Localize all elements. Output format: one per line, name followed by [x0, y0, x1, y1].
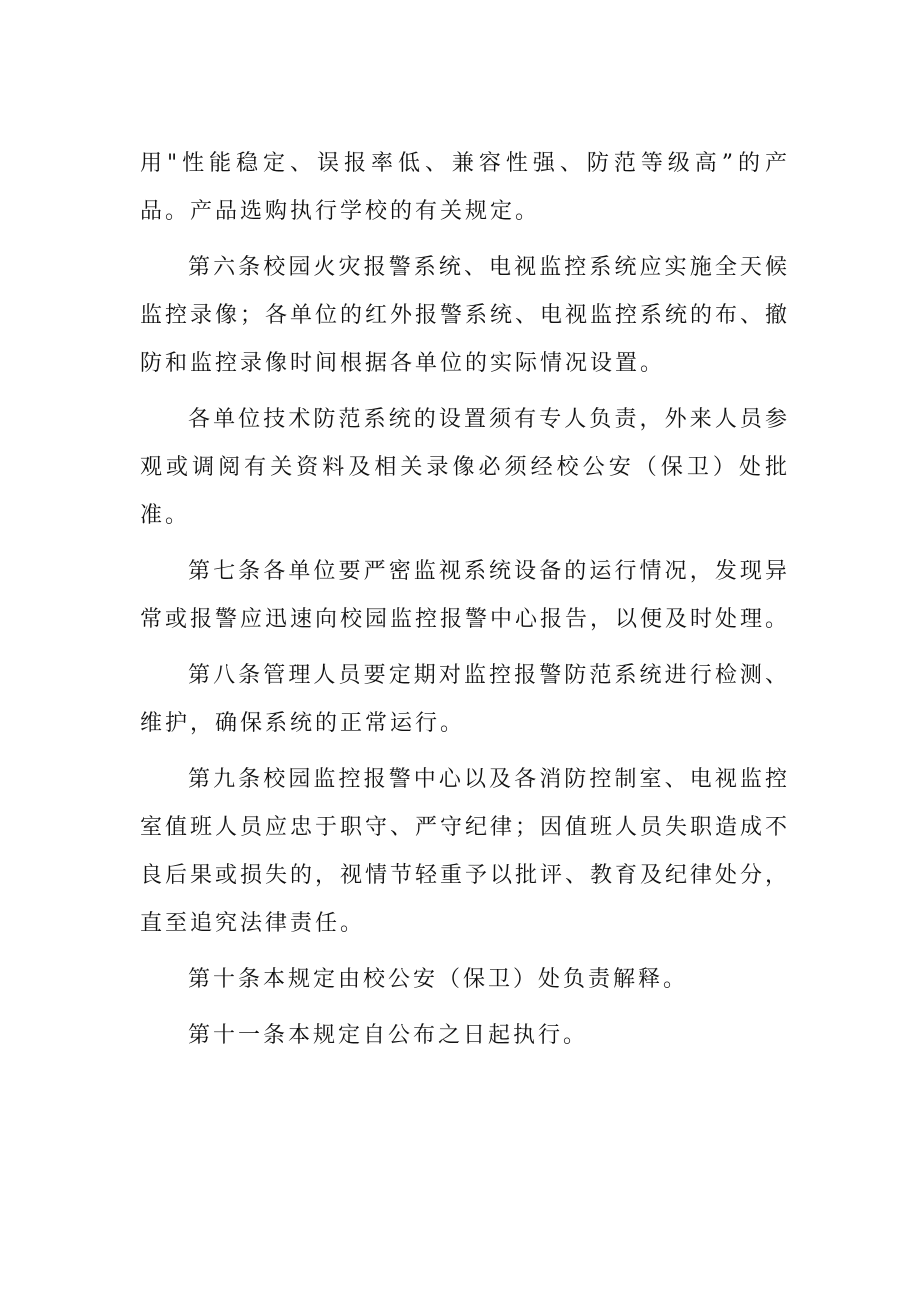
- paragraph-article-7: 第七条各单位要严密监视系统设备的运行情况，发现异常或报警应迅速向校园监控报警中心报告，以便及时处理。: [140, 559, 791, 632]
- paragraph-article-9: 第九条校园监控报警中心以及各消防控制室、电视监控室值班人员应忠于职守、严守纪律；因值班人员失职造成不良后果或损失的，视情节轻重予以批评、教育及纪律处分，直至追究法律责任。: [140, 767, 791, 936]
- paragraph-article-6-supplement: 各单位技术防范系统的设置须有专人负责，外来人员参观或调阅有关资料及相关录像必须经校公安（保卫）处批准。: [140, 407, 790, 528]
- paragraph-article-11: 第十一条本规定自公布之日起执行。: [188, 1023, 589, 1048]
- paragraph-article-6: 第六条校园火灾报警系统、电视监控系统应实施全天候监控录像；各单位的红外报警系统、电视监控系统的布、撤防和监控录像时间根据各单位的实际情况设置。: [140, 255, 791, 376]
- paragraph-article-10: 第十条本规定由校公安（保卫）处负责解释。: [188, 967, 689, 992]
- paragraph-article-8: 第八条管理人员要定期对监控报警防范系统进行检测、维护，确保系统的正常运行。: [140, 663, 790, 736]
- paragraph-continuation: 用"性能稳定、误报率低、兼容性强、防范等级高”的产品。产品选购执行学校的有关规定。: [140, 151, 790, 224]
- document-body: [140, 140, 790, 1068]
